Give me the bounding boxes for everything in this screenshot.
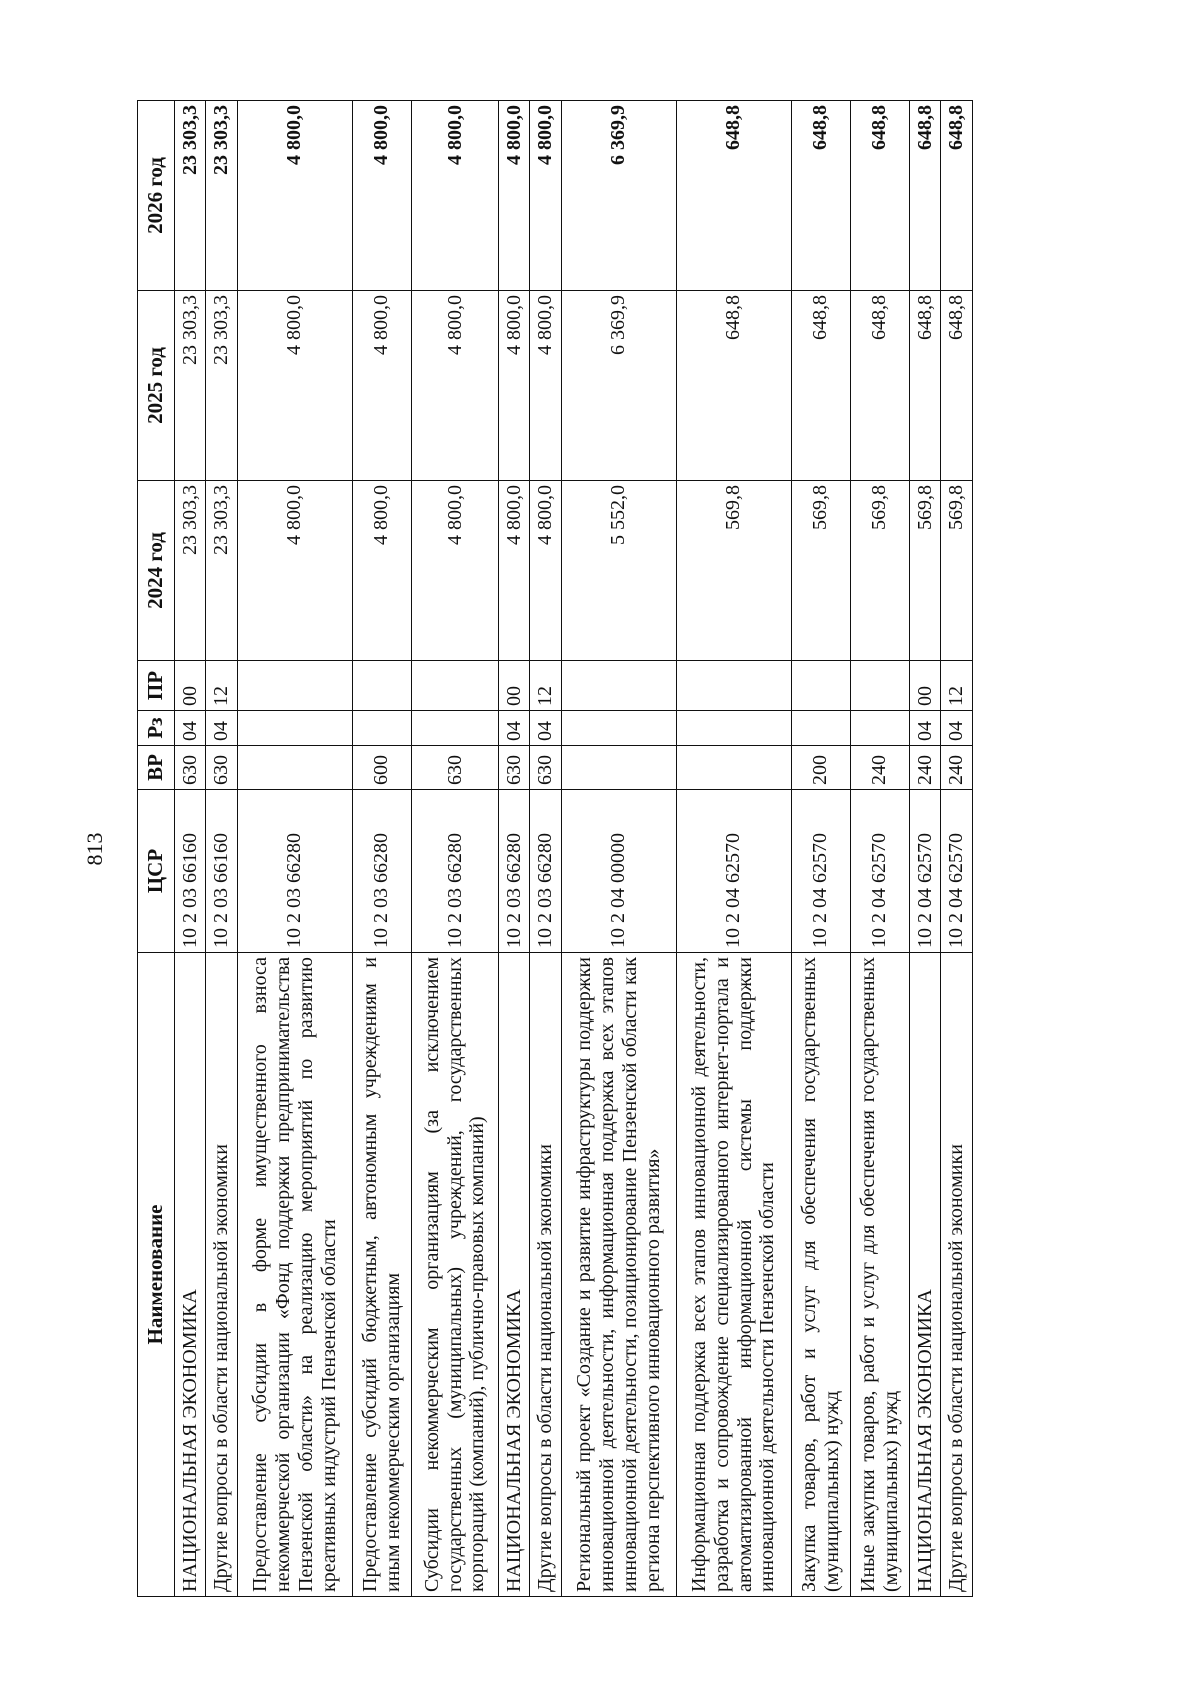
row-csr: 10 2 04 62570 xyxy=(850,790,909,953)
row-vr: 630 xyxy=(206,746,237,790)
row-2024: 569,8 xyxy=(850,481,909,661)
table-row xyxy=(791,101,850,1597)
row-csr: 10 2 03 66280 xyxy=(411,790,498,953)
row-pr xyxy=(352,661,411,711)
header-pr: ПР xyxy=(138,661,175,711)
row-pr xyxy=(791,661,850,711)
row-vr: 200 xyxy=(791,746,850,790)
row-2026: 4 800,0 xyxy=(237,101,352,291)
row-pr xyxy=(850,661,909,711)
row-2025: 4 800,0 xyxy=(530,291,561,481)
row-name: НАЦИОНАЛЬНАЯ ЭКОНОМИКА xyxy=(175,953,206,1597)
row-rz xyxy=(237,711,352,746)
row-rz xyxy=(352,711,411,746)
row-2024: 569,8 xyxy=(941,481,973,661)
row-name: Иные закупки товаров, работ и услуг для обеспечения государственных (муниципальных) нужд xyxy=(850,953,909,1597)
table-row xyxy=(676,101,791,1597)
row-2024: 4 800,0 xyxy=(498,481,529,661)
row-2026: 648,8 xyxy=(909,101,940,291)
row-rz: 04 xyxy=(498,711,529,746)
row-name: Субсидии некоммерческим организациям (за исключением государственных (муниципальных) учреждений, государственных корпораций (компаний), публично-правовых компаний) xyxy=(411,953,498,1597)
row-2026: 4 800,0 xyxy=(498,101,529,291)
row-pr: 12 xyxy=(941,661,973,711)
row-pr: 00 xyxy=(175,661,206,711)
row-vr: 630 xyxy=(498,746,529,790)
header-name: Наименование xyxy=(138,953,175,1597)
row-2025: 648,8 xyxy=(791,291,850,481)
row-csr: 10 2 04 62570 xyxy=(941,790,973,953)
row-csr: 10 2 04 62570 xyxy=(676,790,791,953)
row-2025: 4 800,0 xyxy=(498,291,529,481)
row-name: Информационная поддержка всех этапов инновационной деятельности, разработка и сопровождение специализированного интернет-портала и автоматизированной информационной системы поддержки инновационной деятельности Пензенской области xyxy=(676,953,791,1597)
row-rz: 04 xyxy=(941,711,973,746)
row-name: Предоставление субсидий бюджетным, автономным учреждениям и иным некоммерческим организациям xyxy=(352,953,411,1597)
row-csr: 10 2 03 66280 xyxy=(237,790,352,953)
row-2025: 4 800,0 xyxy=(237,291,352,481)
row-2024: 4 800,0 xyxy=(530,481,561,661)
row-name: НАЦИОНАЛЬНАЯ ЭКОНОМИКА xyxy=(498,953,529,1597)
row-rz: 04 xyxy=(909,711,940,746)
row-rz xyxy=(411,711,498,746)
table-row xyxy=(352,101,411,1597)
row-vr: 630 xyxy=(530,746,561,790)
row-2024: 23 303,3 xyxy=(206,481,237,661)
row-2025: 4 800,0 xyxy=(352,291,411,481)
row-pr: 12 xyxy=(530,661,561,711)
row-vr xyxy=(237,746,352,790)
row-name: Другие вопросы в области национальной экономики xyxy=(206,953,237,1597)
row-vr: 240 xyxy=(909,746,940,790)
budget-table xyxy=(137,100,973,1597)
row-2024: 5 552,0 xyxy=(561,481,676,661)
row-pr xyxy=(561,661,676,711)
row-2024: 4 800,0 xyxy=(237,481,352,661)
row-2025: 23 303,3 xyxy=(206,291,237,481)
row-pr: 12 xyxy=(206,661,237,711)
row-2024: 4 800,0 xyxy=(411,481,498,661)
row-name: Региональный проект «Создание и развитие инфраструктуры поддержки инновационной деятельности, информационная поддержка всех этапов инновационной деятельности, позиционирование Пензенской области как региона перспективного инновационного развития» xyxy=(561,953,676,1597)
row-2026: 6 369,9 xyxy=(561,101,676,291)
header-2026: 2026 год xyxy=(138,101,175,291)
row-2025: 23 303,3 xyxy=(175,291,206,481)
row-csr: 10 2 03 66280 xyxy=(498,790,529,953)
table-row xyxy=(411,101,498,1597)
page-number: 813 xyxy=(82,832,107,866)
row-vr: 600 xyxy=(352,746,411,790)
row-csr: 10 2 04 00000 xyxy=(561,790,676,953)
table-row xyxy=(850,101,909,1597)
row-rz xyxy=(676,711,791,746)
row-2025: 648,8 xyxy=(676,291,791,481)
row-rz: 04 xyxy=(530,711,561,746)
header-2025: 2025 год xyxy=(138,291,175,481)
row-2025: 648,8 xyxy=(850,291,909,481)
row-vr xyxy=(676,746,791,790)
row-2024: 4 800,0 xyxy=(352,481,411,661)
row-name: Предоставление субсидии в форме имущественного взноса некоммерческой организации «Фонд поддержки предпринимательства Пензенской области» на реализацию мероприятий по развитию креативных индустрий Пензенской области xyxy=(237,953,352,1597)
row-rz xyxy=(791,711,850,746)
row-2026: 4 800,0 xyxy=(530,101,561,291)
row-2025: 6 369,9 xyxy=(561,291,676,481)
header-csr: ЦСР xyxy=(138,790,175,953)
row-name: Другие вопросы в области национальной экономики xyxy=(530,953,561,1597)
row-pr xyxy=(411,661,498,711)
row-pr: 00 xyxy=(909,661,940,711)
row-vr: 240 xyxy=(941,746,973,790)
row-csr: 10 2 04 62570 xyxy=(791,790,850,953)
table-row xyxy=(941,101,973,1597)
row-2024: 23 303,3 xyxy=(175,481,206,661)
rotated-table-container xyxy=(137,101,973,1597)
row-vr: 630 xyxy=(411,746,498,790)
row-rz: 04 xyxy=(206,711,237,746)
row-name: НАЦИОНАЛЬНАЯ ЭКОНОМИКА xyxy=(909,953,940,1597)
row-2026: 648,8 xyxy=(676,101,791,291)
header-vr: ВР xyxy=(138,746,175,790)
row-2025: 648,8 xyxy=(941,291,973,481)
row-csr: 10 2 03 66280 xyxy=(530,790,561,953)
row-csr: 10 2 03 66160 xyxy=(175,790,206,953)
table-row xyxy=(498,101,529,1597)
row-csr: 10 2 03 66280 xyxy=(352,790,411,953)
table-row xyxy=(175,101,206,1597)
row-name: Закупка товаров, работ и услуг для обеспечения государственных (муниципальных) нужд xyxy=(791,953,850,1597)
table-row xyxy=(530,101,561,1597)
row-vr xyxy=(561,746,676,790)
table-row xyxy=(237,101,352,1597)
row-2024: 569,8 xyxy=(791,481,850,661)
row-vr: 630 xyxy=(175,746,206,790)
row-2025: 648,8 xyxy=(909,291,940,481)
row-2026: 648,8 xyxy=(791,101,850,291)
header-2024: 2024 год xyxy=(138,481,175,661)
row-2026: 4 800,0 xyxy=(352,101,411,291)
row-csr: 10 2 04 62570 xyxy=(909,790,940,953)
row-rz xyxy=(561,711,676,746)
row-csr: 10 2 03 66160 xyxy=(206,790,237,953)
row-2026: 23 303,3 xyxy=(206,101,237,291)
row-2025: 4 800,0 xyxy=(411,291,498,481)
table-row xyxy=(561,101,676,1597)
header-rz: Рз xyxy=(138,711,175,746)
row-2026: 23 303,3 xyxy=(175,101,206,291)
table-row xyxy=(206,101,237,1597)
row-2024: 569,8 xyxy=(909,481,940,661)
row-vr: 240 xyxy=(850,746,909,790)
table-row xyxy=(909,101,940,1597)
row-rz xyxy=(850,711,909,746)
row-2026: 648,8 xyxy=(850,101,909,291)
row-2026: 4 800,0 xyxy=(411,101,498,291)
table-header-row xyxy=(138,101,175,1597)
row-2024: 569,8 xyxy=(676,481,791,661)
row-rz: 04 xyxy=(175,711,206,746)
row-name: Другие вопросы в области национальной экономики xyxy=(941,953,973,1597)
row-pr xyxy=(676,661,791,711)
row-pr xyxy=(237,661,352,711)
row-pr: 00 xyxy=(498,661,529,711)
row-2026: 648,8 xyxy=(941,101,973,291)
